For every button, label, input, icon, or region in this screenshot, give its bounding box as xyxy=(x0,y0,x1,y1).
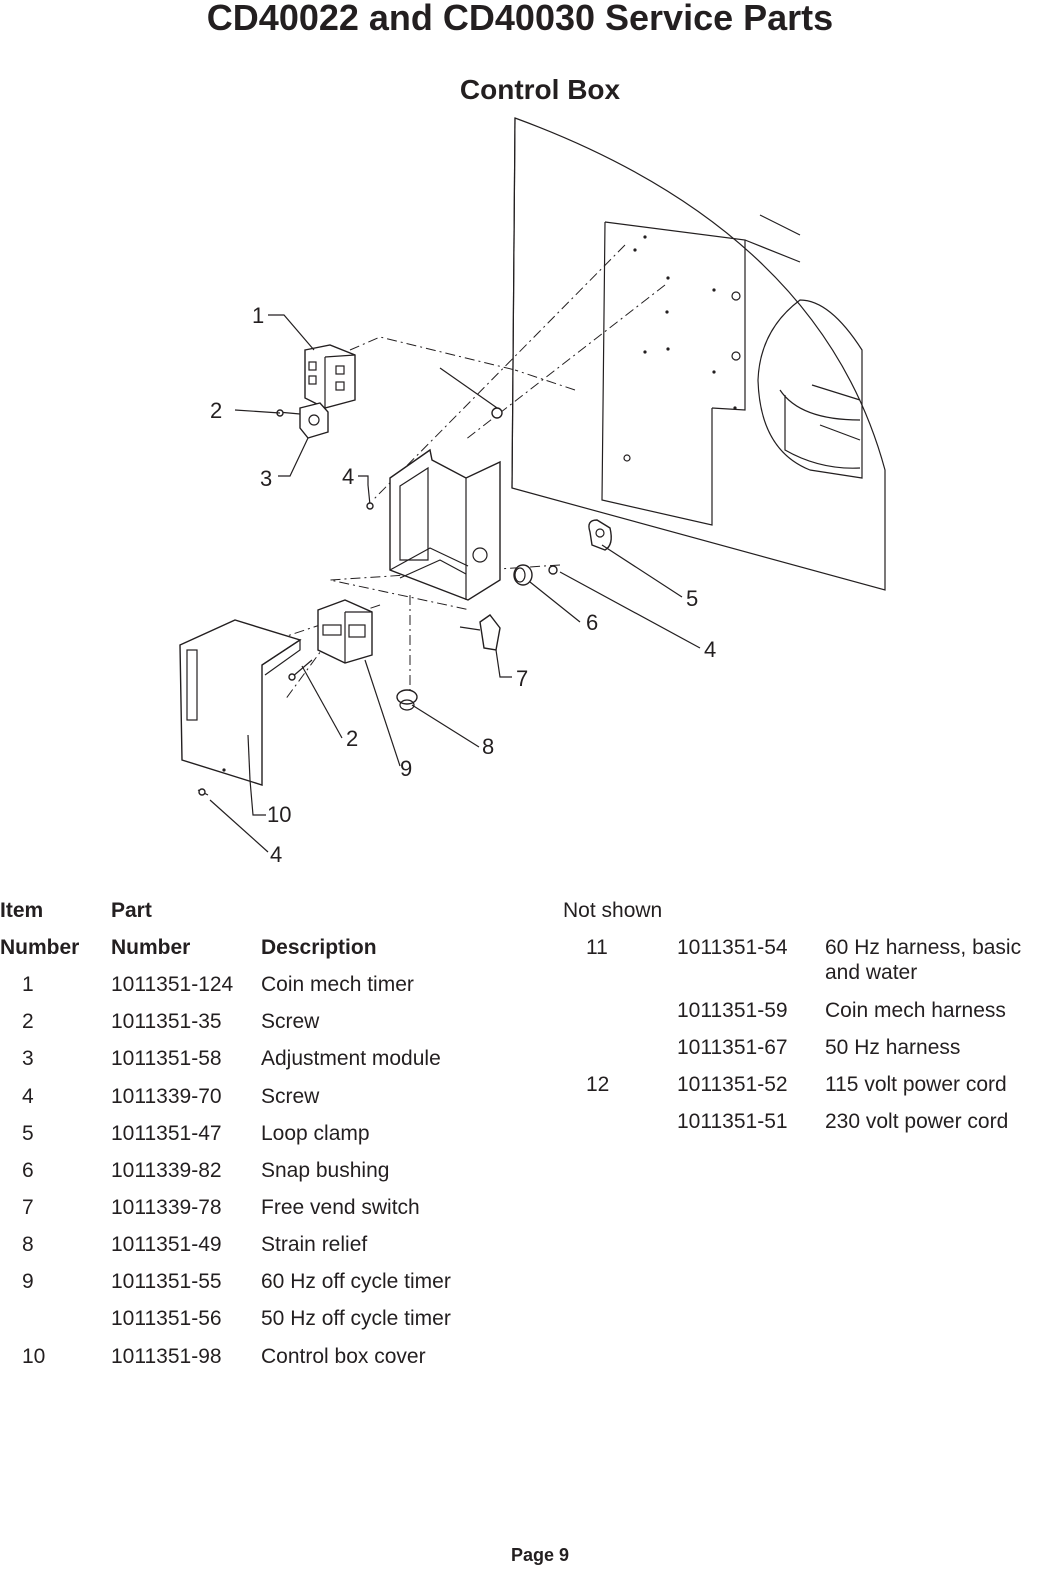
machine-housing xyxy=(512,118,885,590)
item-number: 10 xyxy=(22,1345,46,1368)
part-number: 1011339-82 xyxy=(111,1159,222,1182)
item-number: 4 xyxy=(22,1085,34,1108)
part-description: Snap bushing xyxy=(261,1159,390,1182)
callout-2: 2 xyxy=(210,398,223,423)
page-number: Page 9 xyxy=(510,1545,570,1565)
callout-4: 4 xyxy=(342,464,355,489)
page-title: CD40022 and CD40030 Service Parts xyxy=(206,0,834,38)
item-number: 5 xyxy=(22,1122,34,1145)
part-description: Loop clamp xyxy=(261,1122,370,1145)
part-number: 1011351-49 xyxy=(111,1233,222,1256)
part-number: 1011351-35 xyxy=(111,1010,222,1033)
coin-mech-timer-part xyxy=(305,345,355,408)
item-number: 12 xyxy=(586,1073,610,1096)
item-number: 9 xyxy=(22,1270,34,1293)
part-number: 1011339-78 xyxy=(111,1196,222,1219)
part-number: 1011351-54 xyxy=(677,936,788,959)
screw-part-box xyxy=(367,485,373,509)
part-description: Coin mech harness xyxy=(825,999,1006,1022)
part-description: 60 Hz harness, basic xyxy=(825,936,1022,959)
callout-7: 7 xyxy=(516,666,529,691)
part-number: 1011351-47 xyxy=(111,1122,222,1145)
part-number: 1011351-56 xyxy=(111,1307,222,1330)
section-title: Control Box xyxy=(459,74,621,105)
strain-relief-part xyxy=(397,690,417,710)
callout-4: 4 xyxy=(270,842,283,867)
callout-3: 3 xyxy=(260,466,273,491)
not-shown-heading: Not shown xyxy=(563,899,663,922)
part-number: 1011351-124 xyxy=(111,973,234,996)
part-description-cont: and water xyxy=(825,961,918,984)
part-description: 230 volt power cord xyxy=(825,1110,1009,1133)
callout-6: 6 xyxy=(586,610,599,635)
header-number: Number xyxy=(0,936,80,959)
header-part-number: Number xyxy=(111,936,191,959)
screw-part-clamp xyxy=(549,566,557,574)
item-number: 7 xyxy=(22,1196,34,1219)
item-number: 6 xyxy=(22,1159,34,1182)
part-number: 1011351-59 xyxy=(677,999,788,1022)
callout-5: 5 xyxy=(686,586,699,611)
part-description: Screw xyxy=(261,1010,320,1033)
header-part: Part xyxy=(111,899,152,922)
part-description: Strain relief xyxy=(261,1233,368,1256)
adjustment-module-part xyxy=(300,403,328,438)
part-description: Coin mech timer xyxy=(261,973,414,996)
part-number: 1011351-55 xyxy=(111,1270,222,1293)
part-number: 1011351-58 xyxy=(111,1047,222,1070)
screw-part-top xyxy=(277,410,300,416)
part-number: 1011339-70 xyxy=(111,1085,222,1108)
item-number: 11 xyxy=(586,936,608,959)
callout-8: 8 xyxy=(482,734,495,759)
loop-clamp-part xyxy=(589,520,611,550)
free-vend-switch-part xyxy=(460,615,500,650)
part-number: 1011351-51 xyxy=(677,1110,788,1133)
part-number: 1011351-98 xyxy=(111,1345,222,1368)
part-number: 1011351-67 xyxy=(677,1036,788,1059)
item-number: 1 xyxy=(22,973,34,996)
control-box-drawing xyxy=(0,110,1040,870)
callout-10: 10 xyxy=(267,802,292,827)
control-box-cover-part xyxy=(180,620,300,785)
part-description: Free vend switch xyxy=(261,1196,420,1219)
screw-part-cover xyxy=(198,789,208,795)
off-cycle-timer-part xyxy=(318,600,372,663)
callout-9: 9 xyxy=(400,756,413,781)
item-number: 8 xyxy=(22,1233,34,1256)
panel-nut xyxy=(492,408,502,418)
control-box-part xyxy=(390,450,500,600)
part-description: 50 Hz off cycle timer xyxy=(261,1307,451,1330)
callout-4: 4 xyxy=(704,637,717,662)
part-description: Adjustment module xyxy=(261,1047,441,1070)
callout-1: 1 xyxy=(252,303,265,328)
snap-bushing-part xyxy=(514,565,532,585)
item-number: 3 xyxy=(22,1047,34,1070)
part-description: 50 Hz harness xyxy=(825,1036,961,1059)
callout-2: 2 xyxy=(346,726,359,751)
exploded-diagram xyxy=(0,110,1040,870)
part-description: Screw xyxy=(261,1085,320,1108)
header-description: Description xyxy=(261,936,377,959)
part-number: 1011351-52 xyxy=(677,1073,788,1096)
part-description: 60 Hz off cycle timer xyxy=(261,1270,451,1293)
header-item: Item xyxy=(0,899,44,922)
item-number: 2 xyxy=(22,1010,34,1033)
part-description: 115 volt power cord xyxy=(825,1073,1007,1096)
part-description: Control box cover xyxy=(261,1345,426,1368)
